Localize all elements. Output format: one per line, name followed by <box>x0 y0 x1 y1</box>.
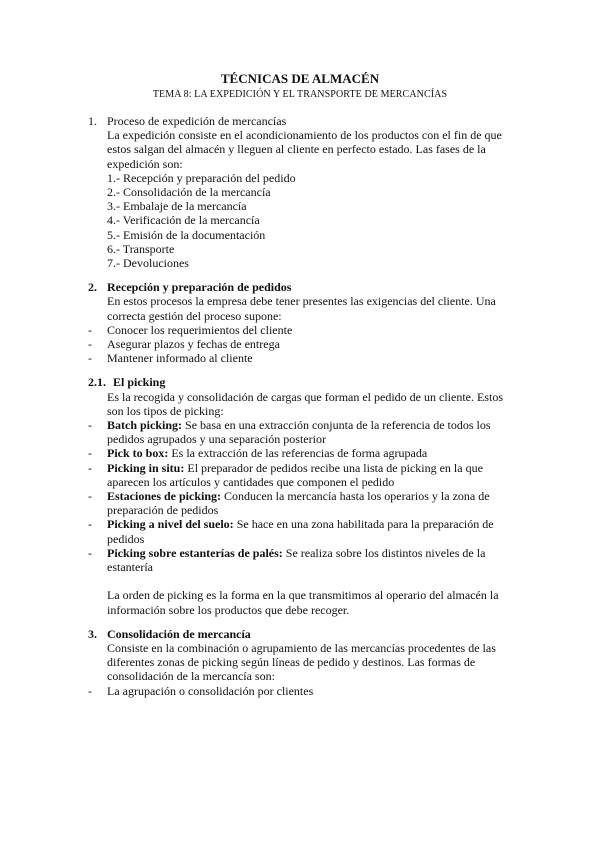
list-item-text: La agrupación o consolidación por clientes <box>107 683 314 698</box>
section-2-intro: En estos procesos la empresa debe tener presentes las exigencias del cliente. Una correcta gestión del proceso supone: <box>107 294 496 323</box>
document-content <box>88 114 518 708</box>
section-2-heading <box>88 280 518 294</box>
document-subtitle: TEMA 8: LA EXPEDICIÓN Y EL TRANSPORTE DE MERCANCÍAS <box>152 89 448 100</box>
phase-item: 3.- Embalaje de la mercancía <box>107 199 247 214</box>
picking-type-term: Picking sobre estanterías de palés: <box>107 545 283 560</box>
picking-type-desc: Se realiza sobre los distintos niveles de la estantería <box>107 545 486 575</box>
section-number: 2. <box>88 280 97 295</box>
picking-type-item <box>88 489 518 517</box>
picking-type-term: Pick to box: <box>107 446 169 461</box>
section-number: 3. <box>88 626 97 641</box>
section-title: El picking <box>113 375 166 390</box>
picking-order-paragraph: La orden de picking es la forma en la que transmitimos al operario del almacén la información sobre los productos que debe recoger. <box>107 588 499 617</box>
picking-type-desc: El preparador de pedidos recibe una lista de picking en la que aparecen los artículos y cantidades que componen el pedido <box>107 460 483 489</box>
picking-type-item <box>88 418 518 446</box>
section-1 <box>88 114 518 270</box>
section-1-heading <box>88 114 518 128</box>
picking-type-item <box>88 446 518 460</box>
section-2-1-heading <box>88 375 518 389</box>
picking-type-term: Picking in situ: <box>107 460 185 475</box>
picking-type-desc: Es la extracción de las referencias de forma agrupada <box>168 446 428 461</box>
list-item-text: Conocer los requerimientos del cliente <box>107 322 293 337</box>
dash-bullet: - <box>88 446 92 461</box>
list-item-text: Asegurar plazos y fechas de entrega <box>107 337 280 352</box>
picking-type-desc: Se basa en una extracción conjunta de la referencia de todos los pedidos agrupados y una separación posterior <box>107 418 491 447</box>
dash-bullet: - <box>88 337 92 352</box>
section-2 <box>88 280 518 365</box>
section-2-1-intro: Es la recogida y consolidación de cargas que forman el pedido de un cliente. Estos son los tipos de picking: <box>107 389 503 418</box>
phase-item: 2.- Consolidación de la mercancía <box>107 185 271 200</box>
section-number: 2.1. <box>88 375 106 390</box>
section-number: 1. <box>88 114 97 128</box>
dash-bullet: - <box>88 545 92 560</box>
section-title: Proceso de expedición de mercancías <box>107 114 287 128</box>
picking-type-term: Estaciones de picking: <box>107 489 222 504</box>
phase-item: 1.- Recepción y preparación del pedido <box>107 170 296 185</box>
picking-type-desc: Conducen la mercancía hasta los operarios y la zona de preparación de pedidos <box>107 489 490 518</box>
section-2-1 <box>88 375 518 616</box>
section-1-intro: La expedición consiste en el acondicionamiento de los productos con el fin de que estos salgan del almacén y lleguen al cliente en perfecto estado. Las fases de la expedición son: <box>107 128 502 171</box>
dash-bullet: - <box>88 489 92 504</box>
dash-bullet: - <box>88 322 92 337</box>
dash-bullet: - <box>88 351 92 366</box>
list-item-text: Mantener informado al cliente <box>107 351 253 366</box>
section-3-heading <box>88 627 518 641</box>
dash-bullet: - <box>88 517 92 532</box>
section-title: Recepción y preparación de pedidos <box>107 280 292 295</box>
phase-item: 7.- Devoluciones <box>107 256 189 271</box>
document-title: TÉCNICAS DE ALMACÉN <box>220 71 380 86</box>
list-item <box>88 323 518 337</box>
dash-bullet: - <box>88 460 92 475</box>
section-3-intro: Consiste en la combinación o agrupamiento de las mercancías procedentes de las diferentes zonas de picking según líneas de pedido y destinos. Las formas de consolidación de la mercancía son: <box>107 640 496 684</box>
dash-bullet: - <box>88 418 92 433</box>
paragraph-spacer <box>88 574 518 588</box>
section-title: Consolidación de mercancía <box>107 626 251 641</box>
picking-type-item <box>88 517 518 545</box>
picking-type-item <box>88 546 518 574</box>
picking-type-term: Batch picking: <box>107 418 183 433</box>
picking-type-term: Picking a nivel del suelo: <box>107 517 234 532</box>
section-3 <box>88 627 518 698</box>
phase-item: 4.- Verificación de la mercancía <box>107 213 260 228</box>
phase-item: 6.- Transporte <box>107 241 175 256</box>
picking-type-item <box>88 461 518 489</box>
dash-bullet: - <box>88 683 92 698</box>
picking-type-desc: Se hace en una zona habilitada para la preparación de pedidos <box>107 517 494 546</box>
phase-item: 5.- Emisión de la documentación <box>107 227 266 242</box>
list-item <box>88 351 518 365</box>
list-item <box>88 337 518 351</box>
list-item <box>88 684 518 698</box>
